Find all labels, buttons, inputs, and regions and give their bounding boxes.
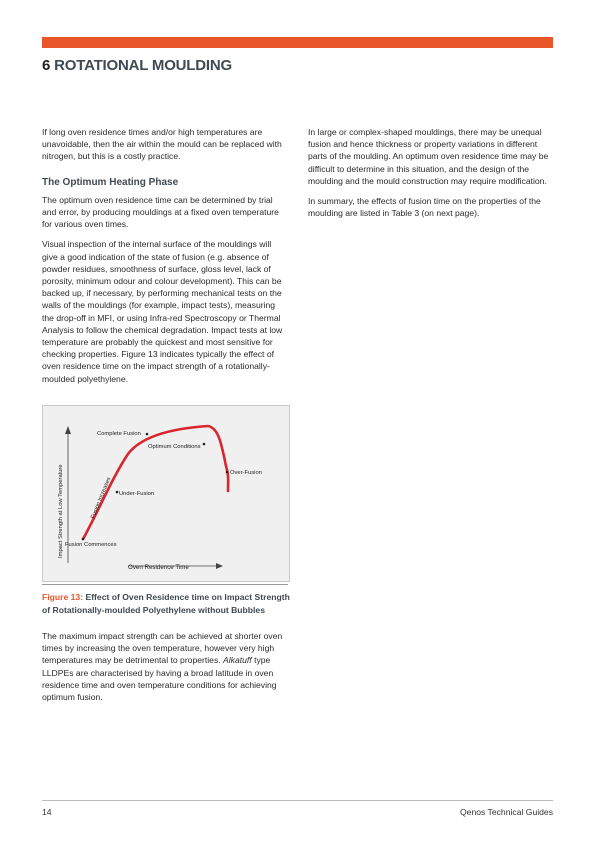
brand-alkatuff: Alkatuff (223, 655, 252, 666)
right-column (308, 126, 554, 227)
caption-divider (42, 584, 288, 585)
caption-text: Effect of Oven Residence time on Impact Strength of Rotationally-moulded Polyethylene without Bubbles (42, 592, 290, 615)
right-para-1: In large or complex-shaped mouldings, there may be unequal fusion and hence thickness or property variations in different parts of the moulding. An optimum oven residence time may be difficult to determine in this situation, and the design of the moulding and the mould construction may require modification. (308, 127, 549, 186)
caption-label: Figure 13: (42, 592, 84, 602)
figure-caption (42, 591, 292, 616)
page-number: 14 (42, 807, 52, 817)
footer-divider (42, 800, 553, 801)
header-accent-bar (42, 37, 553, 48)
section-title: ROTATIONAL MOULDING (54, 57, 232, 74)
figure-13-chart (42, 405, 290, 582)
left-para-1: If long oven residence times and/or high temperatures are unavoidable, then the air within the mould can be replaced with nitrogen, but this is a costly practice. (42, 127, 282, 162)
para-end: type LLDPEs are characterised by having a broad latitude in oven residence time and oven temperature conditions for achieving optimum fusion. (42, 655, 277, 703)
label-complete-fusion: Complete Fusion (97, 431, 141, 437)
left-column (42, 126, 288, 393)
marker-fusion-commences (82, 538, 85, 541)
y-axis-arrow (65, 426, 71, 434)
below-figure-text (42, 630, 288, 711)
x-axis-label: Oven Residence Time (128, 564, 189, 571)
label-under-fusion: Under-Fusion (119, 491, 155, 497)
subheading-optimum-heating: The Optimum Heating Phase (42, 176, 179, 188)
right-para-2: In summary, the effects of fusion time on the properties of the moulding are listed in Table 3 (on next page). (308, 196, 541, 219)
page-title (42, 57, 232, 74)
para-start: The maximum impact strength can be achieved at shorter oven times by increasing the oven temperature, however very high temperatures may be detrimental to properties. (42, 631, 283, 666)
marker-over-fusion (226, 471, 229, 474)
left-para-3: Visual inspection of the internal surface of the mouldings will give a good indication of the state of fusion (e.g. absence of powder residues, smoothness of surface, gloss level, lack of porosity, minimum odour and colour development). This can be backed up, if necessary, by performing mechanical tests on the walls of the mouldings (for example, impact tests), measuring the drop-off in MFI, or using Infra-red Spectroscopy or Thermal Analysis to follow the chemical degradation. Impact tests at low temperature are probably the quickest and most sensitive for checking properties. Figure 13 indicates typically the effect of oven residence time on the impact strength of a rotationally-moulded polyethylene. (42, 239, 283, 384)
label-fusion-commences: Fusion Commences (65, 542, 117, 548)
marker-optimum-conditions (203, 443, 206, 446)
x-axis-arrow (216, 563, 223, 569)
impact-strength-curve-svg (43, 406, 289, 581)
label-fusion-increases: Fusion Increases (90, 476, 113, 520)
section-number: 6 (42, 57, 51, 74)
label-over-fusion: Over-Fusion (230, 470, 262, 476)
footer-guide-name: Qenos Technical Guides (460, 807, 553, 817)
marker-complete-fusion (146, 433, 149, 436)
left-para-2: The optimum oven residence time can be determined by trial and error, by producing mouldings at a fixed oven temperature for various oven times. (42, 194, 279, 230)
below-figure-para (42, 630, 288, 703)
marker-under-fusion (116, 491, 119, 494)
label-optimum-conditions: Optimum Conditions (148, 444, 201, 450)
y-axis-label: Impact Strength at Low Temperature (58, 464, 64, 558)
